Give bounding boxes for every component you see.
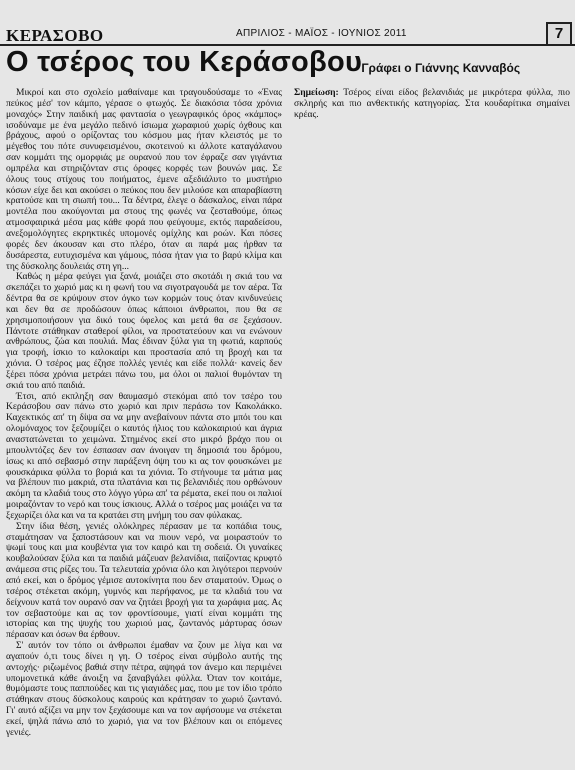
article-paragraph: Σ' αυτόν τον τόπο οι άνθρωποι έμαθαν να ζουν με λίγα και να αγαπούν ό,τι τους δίνει η γη. Ο τσέρος είναι σύμβολο αυτής της αντοχής· ριζωμένος βαθιά στην πέτρα, αψηφά τον άνεμο και περιμένει υπομονετικά κάθε άνοιξη να ξαναβγάλει φύλλα. Όταν τον κοιτάμε, θυμόμαστε τους παππούδες και τις γιαγιάδες μας, που με τον ίδιο τρόπο στάθηκαν στους δύσκολους καιρούς και κράτησαν το χωριό ζωντανό. Γι' αυτό αξίζει να μην τον ξεχάσουμε και να τον αφήσουμε να στέκεται εκεί, ψηλά πάνω από το χωριό, για να τον βλέπουν και οι επόμενες γενιές. [6, 641, 282, 738]
article-title: Ο τσέρος του Κεράσοβου [6, 46, 363, 78]
page-header [0, 0, 575, 46]
article-heading [6, 44, 571, 84]
issue-date: ΑΠΡΙΛΙΟΣ - ΜΑΪΟΣ - ΙΟΥΝΙΟΣ 2011 [236, 28, 407, 39]
article-byline: - Γράφει ο Γιάννης Κανναβός [354, 61, 521, 75]
footnote-label: Σημείωση: [294, 88, 339, 98]
article-paragraph: Στην ίδια θέση, γενιές ολόκληρες πέρασαν με τα κοπάδια τους, σταμάτησαν να ξαποστάσουν και να πιουν νερό, να μοιραστούν το ψωμί τους και μια κουβέντα για τον καιρό και τη σοδειά. Οι γυναίκες κουβαλούσαν ξύλα και τα παιδιά μάζευαν βελανίδια, παίζοντας κρυφτό ανάμεσα στις ρίζες του. Τα τελευταία χρόνια όλο και λιγότεροι περνούν από εκεί, και ο δρόμος γέμισε αυτοκίνητα που δεν σταματούν. Όμως ο τσέρος στέκεται ακόμη, γυμνός και περήφανος, με τα κλαδιά του να δείχνουν κατά τον ουρανό σαν να ζητάει βροχή για τα χωράφια μας. Ας τον σεβαστούμε και ας τον φροντίσουμε, γιατί είναι κομμάτι της ιστορίας και της ψυχής του χωριού μας, ζωντανός μάρτυρας όσων πέρασαν και όσων θα έρθουν. [6, 521, 282, 641]
article-paragraph: Έτσι, από εκπληξη σαν θαυμασμό στεκόμαι από τον τσέρο του Κεράσοβου σαν πάνω στο χωριό και πριν περάσω τον Κακολάκκο. Καχεκτικός απ' τη δίψα σα να μην ανεβαίνουν πάντα στο μπόι του και ολομόναχος τον ξεζουμίζει ο καυτός ήλιος του καλοκαιριού και άγρια αναστατώνεται το χειμώνα. Στημένος εκεί στο μικρό βράχο που οι μπουλντόζες δεν τον έσπασαν σαν άνοιγαν τη δημοσιά του δρόμου, ίσως κι από σεβασμό στην παράξενη όψη του κι ας τον φουσκώνει με φουσκάρικα φύλλα το βοριά και τα χιόνια. Το στήνουμε τα μάτια μας να βλέπουν πιο μακριά, στα πλατάνια και τις βελανιδιές που ορθώνουν ακόμη τα κλαδιά τους στο λόγγο γύρω απ' τα ρέματα, εκεί που οι παλιοί μοιραζόνταν το νερό και τους ίσκιους. Αλλά ο τσέρος μας μοιάζει να τα ξεχωρίζει όλα και να τα κρατάει στη μνήμη του σαν φύλακας. [6, 391, 282, 521]
footnote-text: Τσέρος είναι είδος βελανιδιάς με μικρότερα φύλλα, πιο σκληρής και πιο ανθεκτικής κατηγορίας. Στα κουδαρίτικα σημαίνει κρέας. [294, 88, 570, 120]
page-number: 7 [546, 22, 572, 46]
article-paragraph: Καθώς η μέρα φεύγει για ξανά, μοιάζει στο σκοτάδι η σκιά του να σκεπάζει το χωριό μας κι η φωνή του να σιγοτραγουδά με τον αέρα. Τα δέντρα θα σε κρύψουν στον όγκο των κορμών τους όταν κινδυνεύεις και δεν θα σε προδώσουν όπως κάποιοι άνθρωποι, που θα σε χρησιμοποιήσουν για δικό τους όφελος και μετά θα σε ξεχάσουν. Πάντοτε στάθηκαν σταθεροί φίλοι, να προστατεύουν και να ενώνουν ανθρώπους, ζώα και πουλιά. Μας έδιναν ξύλα για τη φωτιά, καρπούς για τροφή, ίσκιο το καλοκαίρι και προστασία από τη βροχή και τα χιόνια. Ο τσέρος μας έζησε πολλές γενιές και είδε πολλά· κανείς δεν ξέρει πόσα χρόνια μετράει πάνω του, μα όλοι οι παλιοί θυμόνταν τη σκιά του από παιδιά. [6, 272, 282, 391]
footnote [294, 88, 570, 121]
article-paragraph: Μικροί και στο σχολείο μαθαίναμε και τραγουδούσαμε το «Ένας πεύκος μέσ' τον κάμπο, γέρασε ο φτωχός. Σε διακόσια τόσα χρόνια μοναχός» Στην παιδική μας φαντασία ο γεωγραφικός όρος «κάμπος» ισοδύναμε με ένα μεγάλο πεδινό ίσιωμα χωραφιού χωρίς όχθους και βράχους, αφού ο ορίζοντας του κόσμου μας ήταν κλειστός με το μέγεθος του πότε συνυφεισμένου, σκοτεινού κι άλλοτε καταγάλανου σαν κομμάτι της ομορφιάς με ουρανού που τον έφραζε σαν γιγάντια ομπρέλα και στηριζόνταν στις όροφες κορφές των βουνών μας. Σε όλους τους στίχους του ποιήματος, έμενε αξεδιάλυτο το μυστήριο κόσων είχε δει και ακούσει ο πεύκος που δεν μιλούσε και απαραβίαστη κρατούσε και τη σιωπή του... Τα δέντρα, έλεγε ο δάσκαλος, είναι πάρα μοντέλα που ακούγονται μα στους της φωνές να ζεσταθούμε, όπως ατμοσφαιρικά μέσα μας κάθε φορά που φεύγουμε, εκτός παραδείσου, ανεξομολόγητες εκρηκτικές υπομονές ομίχλης και ροών. Και πόσες φορές δεν άκουσαν και στο πλέρο, όταν αι παρά μας ήρθαν τα δυσάρεστα, ευτυχισμένα και γάμους, πόσα ήταν για το βαρύ κλίμα και της δύσκολης δουλειάς στη γη... [6, 88, 282, 272]
magazine-name: ΚΕΡΑΣΟΒΟ [6, 26, 104, 45]
article-body [6, 88, 570, 760]
